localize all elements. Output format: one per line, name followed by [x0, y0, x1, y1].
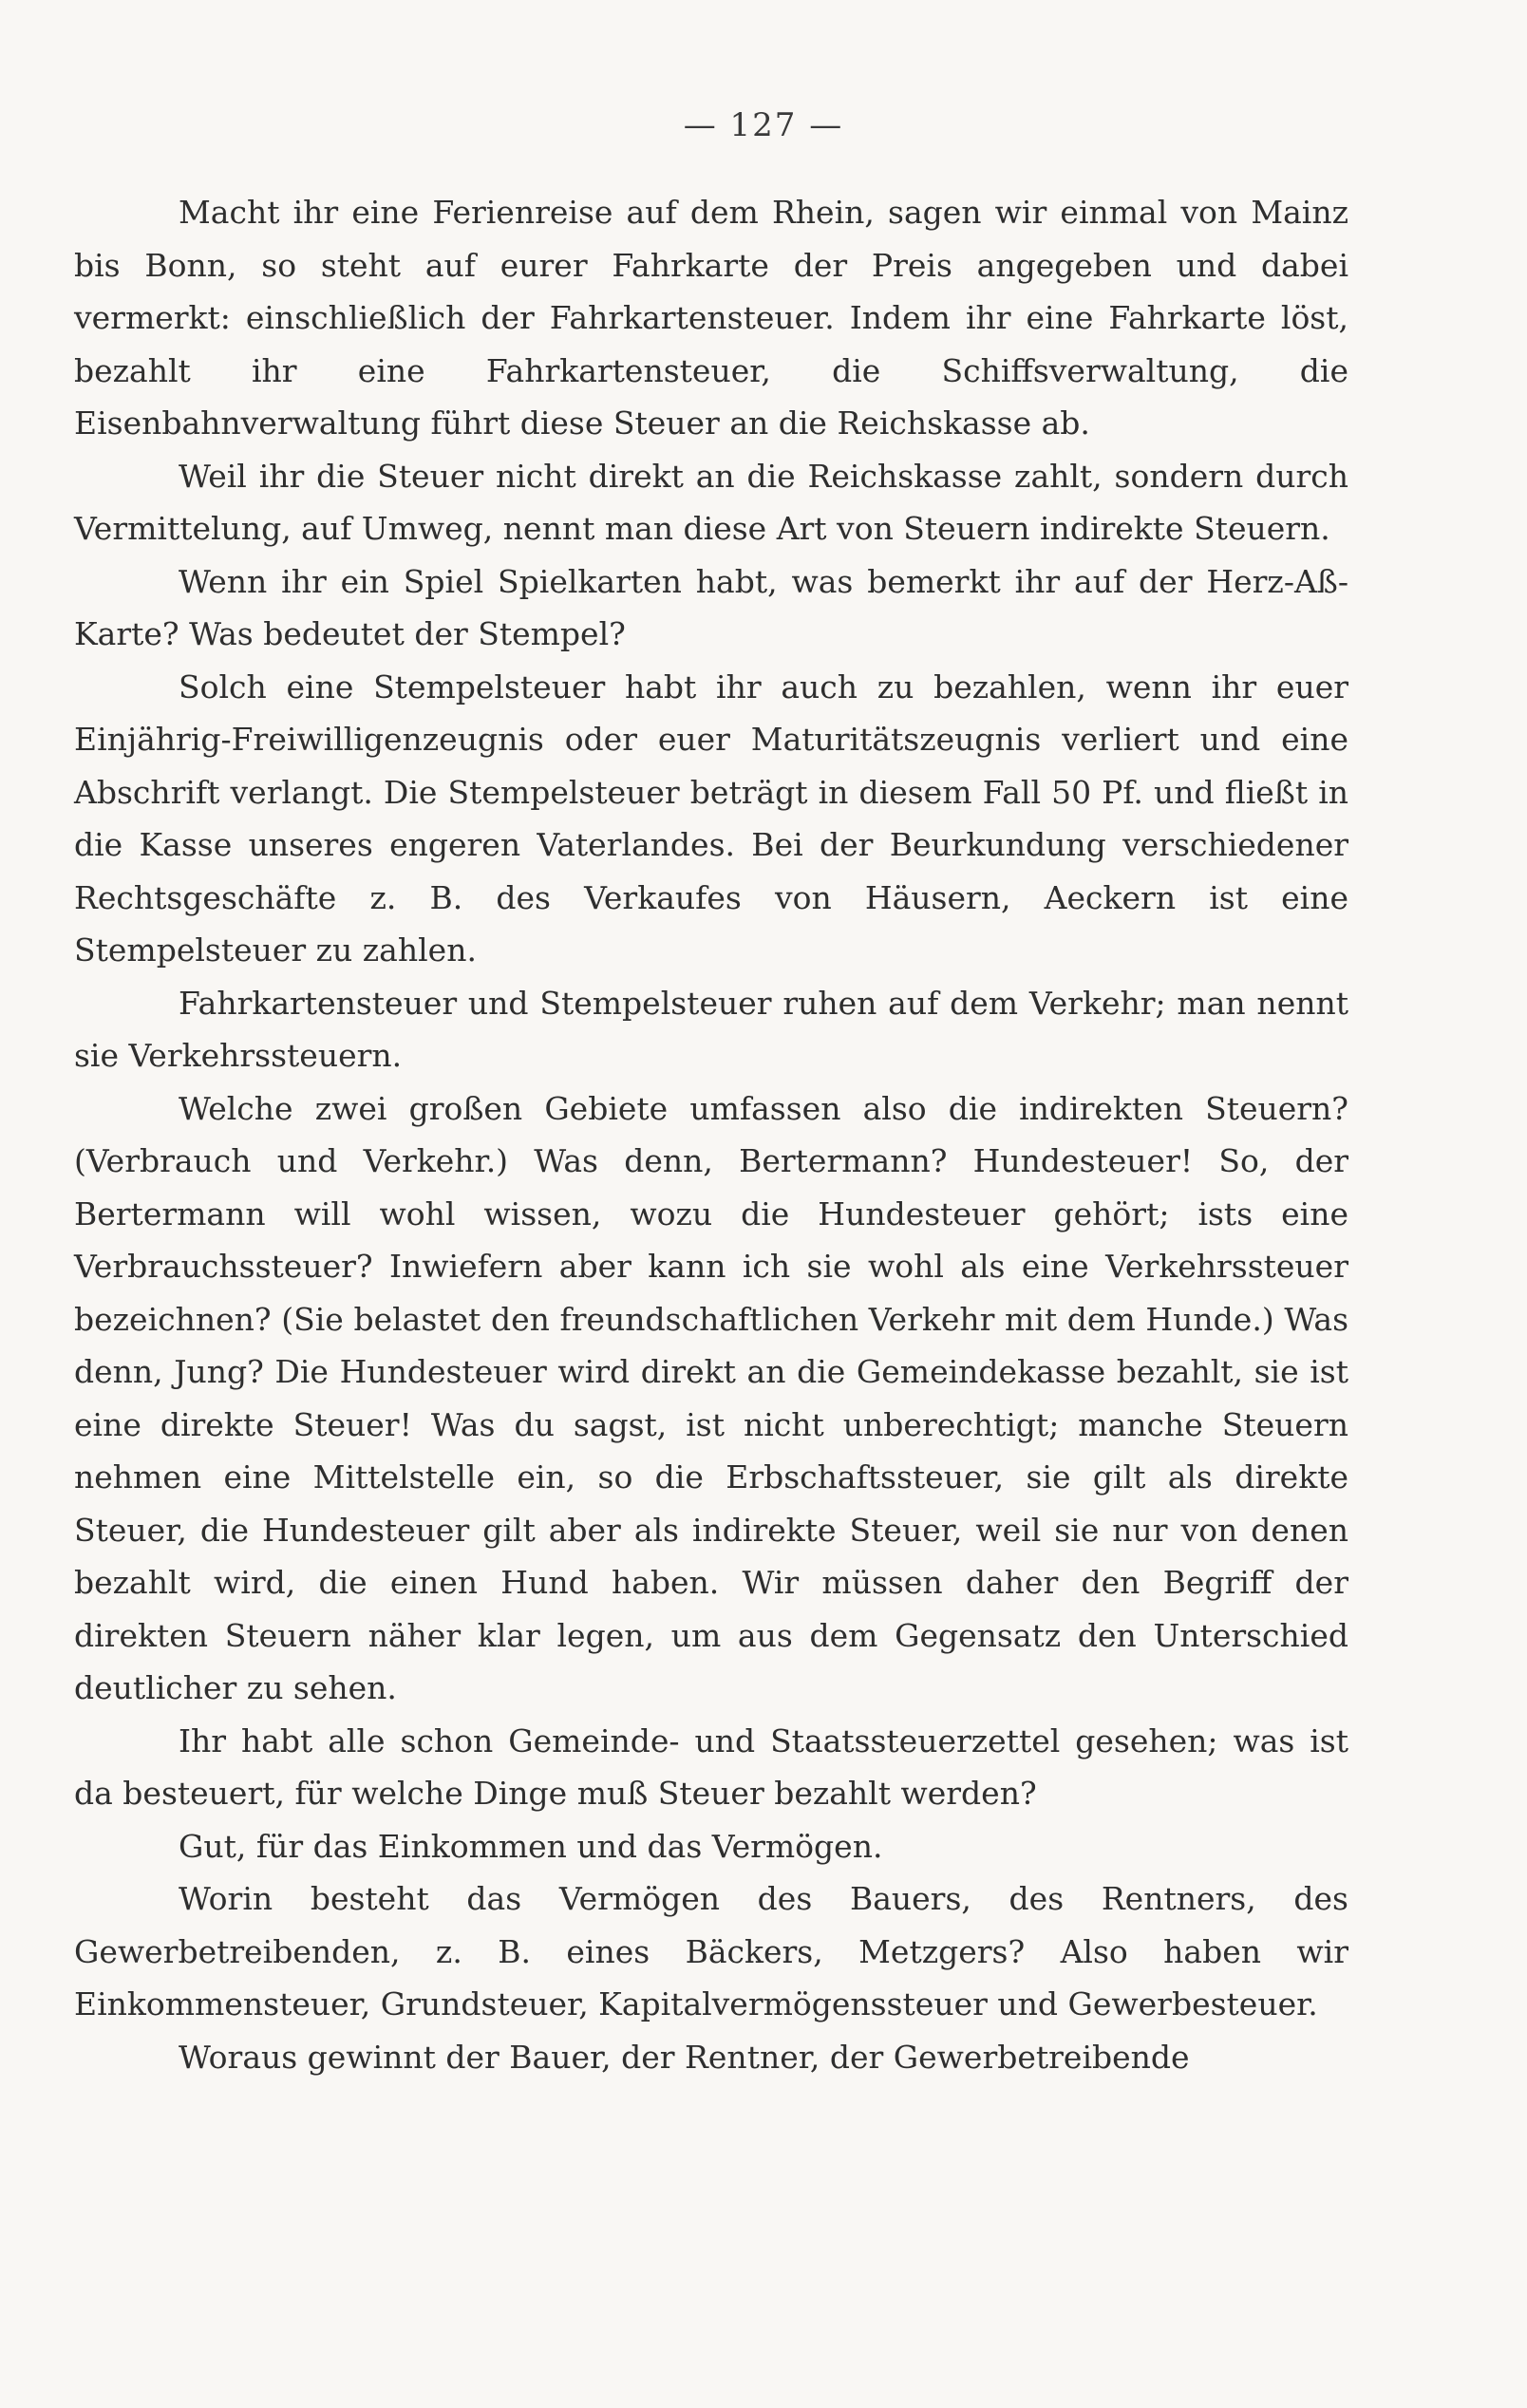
page-number: — 127 —	[683, 106, 844, 144]
paragraph-stempelsteuer: Solch eine Stempelsteuer habt ihr auch zu bezahlen, wenn ihr euer Einjährig-Freiwilligenzeugnis oder euer Maturitätszeugnis verliert und eine Abschrift verlangt. Die Stempelsteuer beträgt in diesem Fall 50 Pf. und fließt in die Kasse unseres engeren Vaterlandes. Bei der Beurkundung verschiedener Rechtsgeschäfte z. B. des Verkaufes von Häusern, Aeckern ist eine Stempelsteuer zu zahlen.	[74, 668, 1348, 969]
paragraph-verkehrssteuern: Fahrkartensteuer und Stempelsteuer ruhen auf dem Verkehr; man nennt sie Verkehrssteuern.	[74, 984, 1348, 1074]
paragraph-indirekte-steuern: Weil ihr die Steuer nicht direkt an die Reichskasse zahlt, sondern durch Vermittelung, auf Umweg, nennt man diese Art von Steuern indirekte Steuern.	[74, 457, 1348, 547]
paragraph-spielkarten: Wenn ihr ein Spiel Spielkarten habt, was bemerkt ihr auf der Herz-Aß-Karte? Was bedeutet der Stempel?	[74, 562, 1348, 652]
body-text	[74, 186, 1348, 2083]
paragraph-woraus-gewinnt: Woraus gewinnt der Bauer, der Rentner, der Gewerbetreibende	[179, 2038, 1190, 2076]
paragraph-vermoegen: Worin besteht das Vermögen des Bauers, des Rentners, des Gewerbetreibenden, z. B. eines Bäckers, Metzgers? Also haben wir Einkommensteuer, Grundsteuer, Kapitalvermögenssteuer und Gewerbesteuer.	[74, 1880, 1348, 2022]
paragraph-hundesteuer: Welche zwei großen Gebiete umfassen also die indirekten Steuern? (Verbrauch und Verkehr.) Was denn, Bertermann? Hundesteuer! So, der Bertermann will wohl wissen, wozu die Hundesteuer gehört; ists eine Verbrauchssteuer? Inwiefern aber kann ich sie wohl als eine Verkehrssteuer bezeichnen? (Sie belastet den freundschaftlichen Verkehr mit dem Hunde.) Was denn, Jung? Die Hundesteuer wird direkt an die Gemeindekasse bezahlt, sie ist eine direkte Steuer! Was du sagst, ist nicht unberechtigt; manche Steuern nehmen eine Mittelstelle ein, so die Erbschaftssteuer, sie gilt als direkte Steuer, die Hundesteuer gilt aber als indirekte Steuer, weil sie nur von denen bezahlt wird, die einen Hund haben. Wir müssen daher den Begriff der direkten Steuern näher klar legen, um aus dem Gegensatz den Unterschied deutlicher zu sehen.	[74, 1089, 1348, 1706]
paragraph-einkommen-vermoegen: Gut, für das Einkommen und das Vermögen.	[179, 1827, 883, 1865]
paragraph-fahrkartensteuer: Macht ihr eine Ferienreise auf dem Rhein, sagen wir einmal von Mainz bis Bonn, so steht auf eurer Fahrkarte der Preis angegeben und dabei vermerkt: einschließlich der Fahrkartensteuer. Indem ihr eine Fahrkarte löst, bezahlt ihr eine Fahrkartensteuer, die Schiffsverwaltung, die Eisenbahnverwaltung führt diese Steuer an die Reichskasse ab.	[74, 194, 1348, 442]
paragraph-steuerzettel: Ihr habt alle schon Gemeinde- und Staatssteuerzettel gesehen; was ist da besteuert, für welche Dinge muß Steuer bezahlt werden?	[74, 1721, 1348, 1812]
